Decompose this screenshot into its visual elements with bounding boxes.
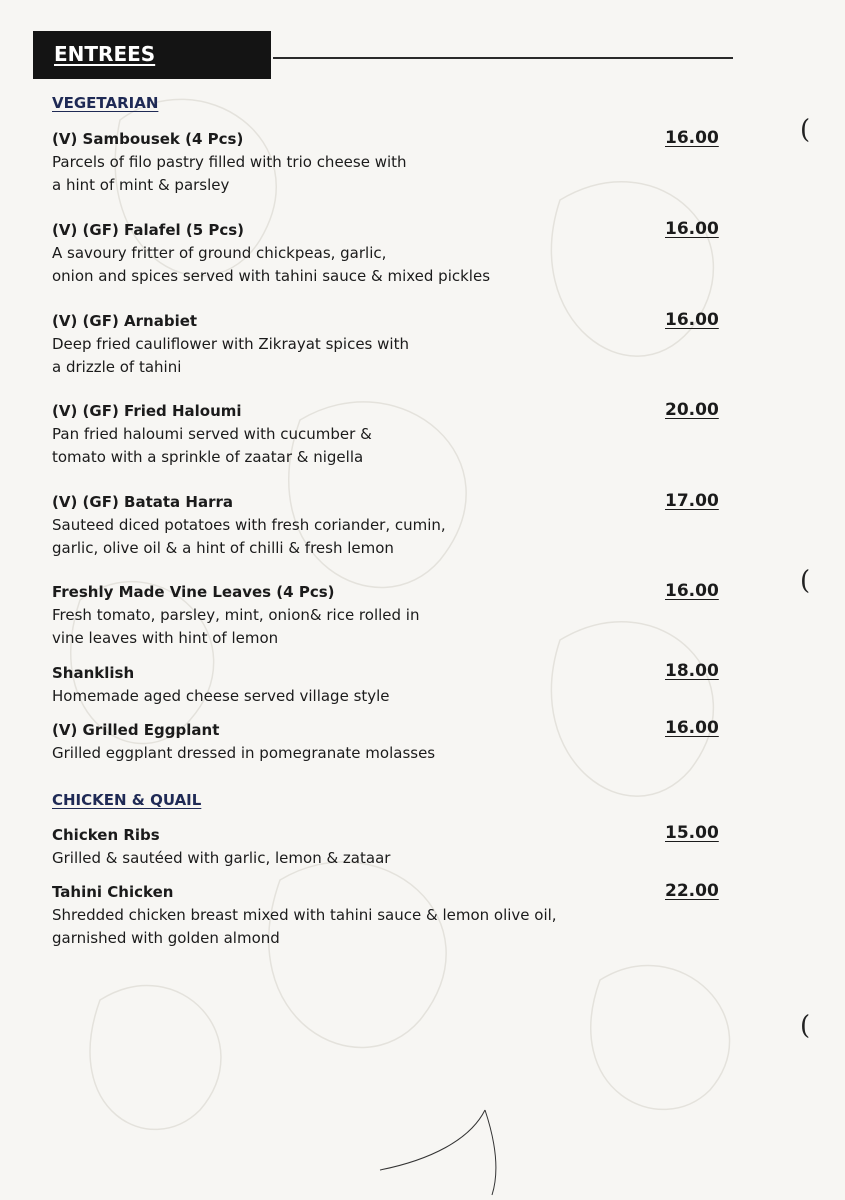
item-description — [52, 604, 702, 650]
item-price: 16.00 — [665, 219, 719, 239]
item-description-line: Pan fried haloumi served with cucumber & — [52, 425, 372, 443]
menu-item — [52, 881, 702, 950]
item-description — [52, 151, 702, 197]
item-description — [52, 847, 702, 870]
menu-item — [52, 491, 702, 560]
menu-item — [52, 719, 702, 765]
item-name: Freshly Made Vine Leaves (4 Pcs) — [52, 583, 335, 601]
item-description-line: Shredded chicken breast mixed with tahini sauce & lemon olive oil, — [52, 906, 557, 924]
item-description — [52, 685, 702, 708]
item-description — [52, 423, 702, 469]
item-price: 16.00 — [665, 128, 719, 148]
item-price: 16.00 — [665, 718, 719, 738]
item-price: 15.00 — [665, 823, 719, 843]
item-description — [52, 514, 702, 560]
item-description — [52, 904, 702, 950]
item-name: Shanklish — [52, 664, 135, 682]
item-name: (V) (GF) Arnabiet — [52, 312, 198, 330]
item-description — [52, 242, 702, 288]
item-description-line: Parcels of filo pastry filled with trio cheese with — [52, 153, 407, 171]
item-name: (V) Sambousek (4 Pcs) — [52, 130, 244, 148]
item-description-line: Deep fried cauliflower with Zikrayat spices with — [52, 335, 409, 353]
item-description-line: garnished with golden almond — [52, 929, 280, 947]
item-description-line: Sauteed diced potatoes with fresh coriander, cumin, — [52, 516, 446, 534]
item-price: 16.00 — [665, 581, 719, 601]
item-price: 16.00 — [665, 310, 719, 330]
item-description-line: A savoury fritter of ground chickpeas, garlic, — [52, 244, 387, 262]
item-price: 17.00 — [665, 491, 719, 511]
item-price: 20.00 — [665, 400, 719, 420]
binder-ring-icon: ( — [800, 1011, 811, 1041]
item-name: (V) (GF) Fried Haloumi — [52, 402, 242, 420]
item-name: Tahini Chicken — [52, 883, 174, 901]
item-name: (V) Grilled Eggplant — [52, 721, 220, 739]
item-description — [52, 742, 702, 765]
menu-item — [52, 219, 702, 288]
item-description-line: a drizzle of tahini — [52, 358, 182, 376]
item-name: (V) (GF) Falafel (5 Pcs) — [52, 221, 245, 239]
header-divider — [273, 57, 733, 59]
item-description-line: Fresh tomato, parsley, mint, onion& rice rolled in — [52, 606, 420, 624]
menu-item — [52, 662, 702, 708]
item-description-line: Grilled & sautéed with garlic, lemon & zataar — [52, 849, 391, 867]
menu-item — [52, 400, 702, 469]
page-title: ENTREES — [54, 42, 156, 66]
binder-ring-icon: ( — [800, 115, 811, 145]
binder-ring-icon: ( — [800, 566, 811, 596]
item-price: 22.00 — [665, 881, 719, 901]
menu-item — [52, 581, 702, 650]
item-description-line: tomato with a sprinkle of zaatar & nigella — [52, 448, 364, 466]
menu-item — [52, 310, 702, 379]
item-description — [52, 333, 702, 379]
item-description-line: vine leaves with hint of lemon — [52, 629, 279, 647]
item-price: 18.00 — [665, 661, 719, 681]
item-name: Chicken Ribs — [52, 826, 160, 844]
menu-item — [52, 824, 702, 870]
section-heading-vegetarian: VEGETARIAN — [52, 94, 159, 112]
item-description-line: a hint of mint & parsley — [52, 176, 230, 194]
menu-item — [52, 128, 702, 197]
item-description-line: onion and spices served with tahini sauce & mixed pickles — [52, 267, 491, 285]
item-description-line: Grilled eggplant dressed in pomegranate molasses — [52, 744, 436, 762]
item-name: (V) (GF) Batata Harra — [52, 493, 233, 511]
section-heading-chicken-quail: CHICKEN & QUAIL — [52, 791, 202, 809]
item-description-line: garlic, olive oil & a hint of chilli & fresh lemon — [52, 539, 394, 557]
item-description-line: Homemade aged cheese served village style — [52, 687, 390, 705]
